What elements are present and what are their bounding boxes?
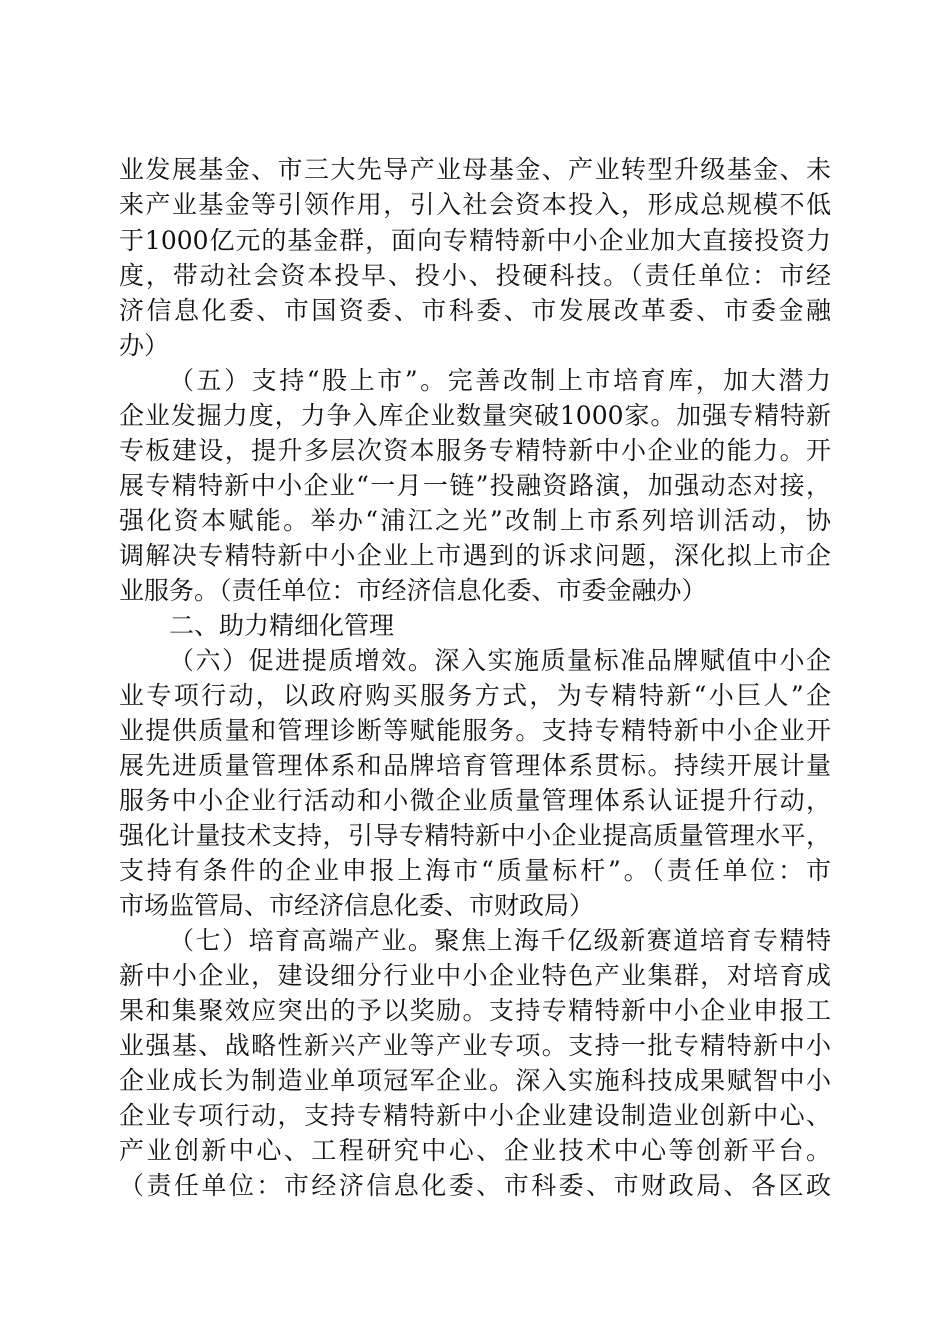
text-line-21: 支持有条件的企业申报上海市“质量标杆”。（责任单位：市 [119,856,831,885]
text-line-6: 办） [119,331,170,360]
text-line-12: 调解决专精特新中小企业上市遇到的诉求问题，深化拟上市企 [119,541,831,570]
text-line-26: 业强基、战略性新兴产业等产业专项。支持一批专精特新中小 [119,1031,831,1060]
text-line-2: 来产业基金等引领作用，引入社会资本投入，形成总规模不低 [119,190,831,219]
section-6-heading-line: （六）促进提质增效。深入实施质量标准品牌赋值中小企 [169,646,831,675]
text-line-22: 市场监管局、市经济信息化委、市财政局） [119,891,595,920]
text-line-19: 服务中小企业行活动和小微企业质量管理体系认证提升行动， [119,786,831,815]
text-line-10: 展专精特新中小企业“一月一链”投融资路演，加强动态对接， [119,471,831,500]
text-line-13: 业服务。（责任单位：市经济信息化委、市委金融办） [119,576,707,605]
text-line-5: 济信息化委、市国资委、市科委、市发展改革委、市委金融 [119,296,831,325]
section-heading-2: 二、助力精细化管理 [169,611,395,640]
text-line-20: 强化计量技术支持，引导专精特新中小企业提高质量管理水平， [119,821,831,850]
text-line-29: 产业创新中心、工程研究中心、企业技术中心等创新平台。 [119,1136,831,1165]
text-line-28: 企业专项行动，支持专精特新中小企业建设制造业创新中心、 [119,1101,831,1130]
text-line-17: 业提供质量和管理诊断等赋能服务。支持专精特新中小企业开 [119,716,831,745]
section-5-heading-line: （五）支持“股上市”。完善改制上市培育库，加大潜力 [169,366,831,395]
text-line-4: 度，带动社会资本投早、投小、投硬科技。（责任单位：市经 [119,261,831,290]
text-line-16: 业专项行动，以政府购买服务方式，为专精特新“小巨人”企 [119,681,831,710]
text-line-3: 于1000亿元的基金群，面向专精特新中小企业加大直接投资力 [119,226,831,255]
text-line-18: 展先进质量管理体系和品牌培育管理体系贯标。持续开展计量 [119,751,831,780]
text-line-24: 新中小企业，建设细分行业中小企业特色产业集群，对培育成 [119,961,831,990]
text-line-25: 果和集聚效应突出的予以奖励。支持专精特新中小企业申报工 [119,996,831,1025]
text-line-9: 专板建设，提升多层次资本服务专精特新中小企业的能力。开 [119,436,831,465]
section-7-heading-line: （七）培育高端产业。聚焦上海千亿级新赛道培育专精特 [169,926,831,955]
text-line-27: 企业成长为制造业单项冠军企业。深入实施科技成果赋智中小 [119,1066,831,1095]
text-line-11: 强化资本赋能。举办“浦江之光”改制上市系列培训活动，协 [119,506,831,535]
text-line-30: （责任单位：市经济信息化委、市科委、市财政局、各区政 [119,1171,831,1200]
text-line-1: 业发展基金、市三大先导产业母基金、产业转型升级基金、未 [119,155,831,184]
text-line-8: 企业发掘力度，力争入库企业数量突破1000家。加强专精特新 [119,401,831,430]
